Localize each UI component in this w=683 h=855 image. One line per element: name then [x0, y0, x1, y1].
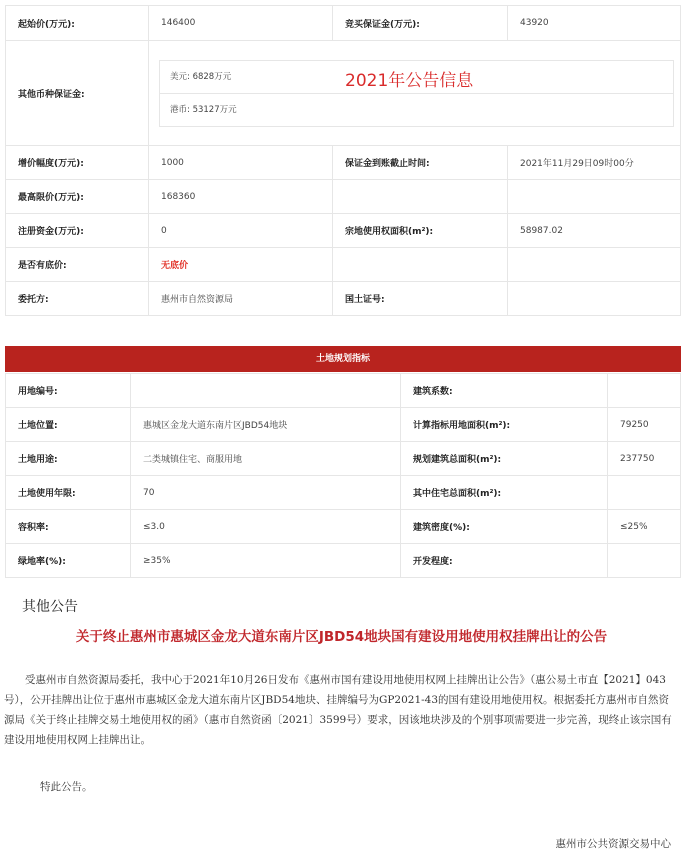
- hkd-deposit: 港币: 53127万元: [160, 93, 673, 126]
- table-row: [6, 180, 681, 214]
- table-row: [6, 6, 681, 41]
- area-label: 宗地使用权面积(m²):: [333, 214, 508, 248]
- capital-value: 0: [149, 214, 333, 248]
- deadline-label: 保证金到账截止时间:: [333, 146, 508, 180]
- green-value: ≥35%: [131, 544, 401, 578]
- other-currency-cell: [149, 41, 681, 146]
- start-price-label: 起始价(万元):: [6, 6, 149, 41]
- table-row: [6, 510, 681, 544]
- reserve-value: 无底价: [149, 248, 333, 282]
- table-row: [6, 248, 681, 282]
- dev-value: [608, 544, 681, 578]
- far-value: ≤3.0: [131, 510, 401, 544]
- density-label: 建筑密度(%):: [401, 510, 608, 544]
- auction-info-table: [5, 5, 681, 316]
- total-area-label: 规划建筑总面积(m²):: [401, 442, 608, 476]
- max-price-label: 最高限价(万元):: [6, 180, 149, 214]
- area-value: 58987.02: [508, 214, 681, 248]
- mid-area-value: [608, 476, 681, 510]
- table-row: [6, 214, 681, 248]
- planning-table: [5, 373, 681, 578]
- other-currency-label: 其他币种保证金:: [6, 41, 149, 146]
- capital-label: 注册资金(万元):: [6, 214, 149, 248]
- code-value: [131, 374, 401, 408]
- cert-value: [508, 282, 681, 316]
- table-row: [6, 476, 681, 510]
- other-notices-heading: 其他公告: [22, 599, 78, 615]
- coef-value: [608, 374, 681, 408]
- deposit-value: 43920: [508, 6, 681, 41]
- entrust-value: 惠州市自然资源局: [149, 282, 333, 316]
- dev-label: 开发程度:: [401, 544, 608, 578]
- density-value: ≤25%: [608, 510, 681, 544]
- code-label: 用地编号:: [6, 374, 131, 408]
- notice-title-link[interactable]: 关于终止惠州市惠城区金龙大道东南片区JBD54地块国有建设用地使用权挂牌出让的公告: [75, 629, 608, 645]
- usd-deposit: 美元: 6828万元: [170, 71, 232, 82]
- entrust-label: 委托方:: [6, 282, 149, 316]
- green-label: 绿地率(%):: [6, 544, 131, 578]
- use-label: 土地用途:: [6, 442, 131, 476]
- notice-signer: 惠州市公共资源交易中心: [555, 838, 671, 850]
- notice-closing: 特此公告。: [40, 781, 93, 793]
- calc-area-label: 计算指标用地面积(m²):: [401, 408, 608, 442]
- total-area-value: 237750: [608, 442, 681, 476]
- calc-area-value: 79250: [608, 408, 681, 442]
- table-row: [6, 374, 681, 408]
- increment-label: 增价幅度(万元):: [6, 146, 149, 180]
- table-row: [6, 442, 681, 476]
- increment-value: 1000: [149, 146, 333, 180]
- reserve-label: 是否有底价:: [6, 248, 149, 282]
- location-value: 惠城区金龙大道东南片区JBD54地块: [131, 408, 401, 442]
- start-price-value: 146400: [149, 6, 333, 41]
- table-row: [6, 146, 681, 180]
- table-row: [6, 544, 681, 578]
- coef-label: 建筑系数:: [401, 374, 608, 408]
- years-label: 土地使用年限:: [6, 476, 131, 510]
- deadline-value: 2021年11月29日09时00分: [508, 146, 681, 180]
- deposit-label: 竞买保证金(万元):: [333, 6, 508, 41]
- cert-label: 国土证号:: [333, 282, 508, 316]
- table-row: [6, 41, 681, 146]
- location-label: 土地位置:: [6, 408, 131, 442]
- far-label: 容积率:: [6, 510, 131, 544]
- year-notice-overlay: 2021年公告信息: [345, 71, 474, 91]
- notice-body: 受惠州市自然资源局委托，我中心于2021年10月26日发布《惠州市国有建设用地使用权网上挂牌出让公告》（惠公易土市直【2021】043号），公开挂牌出让位于惠州市惠城区金龙大道东南片区JBD54地块、挂牌编号为GP2021-43的国有建设用地使用权。根据委托方惠州市自然资源局《关于终止挂牌交易土地使用权的函》（惠市自然资函〔2021〕3599号）要求，因该地块涉及的个别事项需要进一步完善，现终止该宗国有建设用地使用权网上挂牌出让。: [4, 674, 672, 746]
- table-row: [6, 408, 681, 442]
- years-value: 70: [131, 476, 401, 510]
- table-row: [6, 282, 681, 316]
- max-price-value: 168360: [149, 180, 333, 214]
- planning-header: 土地规划指标: [5, 346, 681, 372]
- use-value: 二类城镇住宅、商服用地: [131, 442, 401, 476]
- mid-area-label: 其中住宅总面积(m²):: [401, 476, 608, 510]
